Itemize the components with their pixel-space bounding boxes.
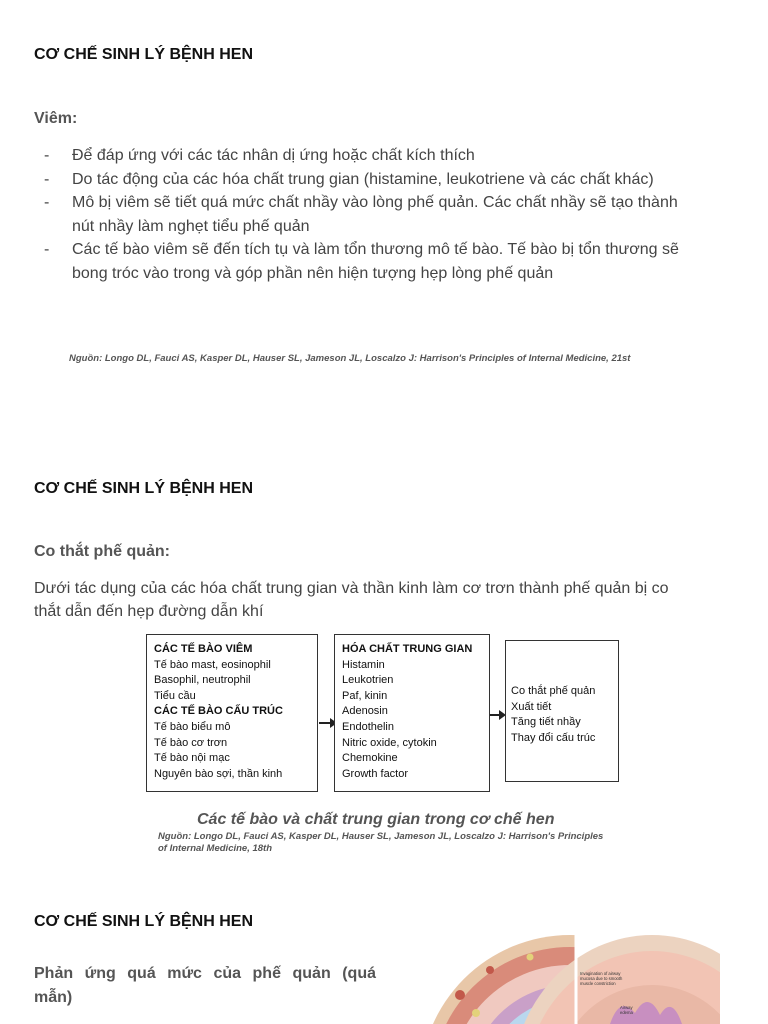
box2-line: Leukotrien — [342, 674, 394, 687]
section2-source-line1: Nguồn: Longo DL, Fauci AS, Kasper DL, Hauser SL, Jameson JL, Loscalzo J: Harrison's Principles — [158, 831, 604, 842]
box2-line: Chemokine — [342, 752, 398, 765]
box3-line: Co thắt phế quản — [511, 685, 596, 697]
section1-bullet-list — [34, 144, 734, 285]
section1-source: Nguồn: Longo DL, Fauci AS, Kasper DL, Hauser SL, Jameson JL, Loscalzo J: Harrison's Principles of Internal Medicine, 21st — [69, 353, 631, 364]
section1-title: CƠ CHẾ SINH LÝ BỆNH HEN — [34, 46, 253, 63]
box2-line: Nitric oxide, cytokin — [342, 736, 437, 749]
section3-subhead-line1: Phản ứng quá mức của phế quản (quá — [34, 965, 376, 982]
bronchus-cross-section-image — [420, 935, 720, 1024]
bullet-line: bong tróc vào trong và góp phần nên hiện tượng hẹp lòng phế quản — [72, 264, 554, 282]
section3-subhead-line2: mẫn) — [34, 989, 73, 1006]
section3-title: CƠ CHẾ SINH LÝ BỆNH HEN — [34, 913, 253, 930]
bullet-dash: - — [44, 194, 50, 211]
bullet-line: Các tế bào viêm sẽ đến tích tụ và làm tổn thương mô tế bào. Tế bào bị tổn thương sẽ — [72, 241, 679, 258]
section1-subhead: Viêm: — [34, 110, 78, 127]
figure-label-invagination: Invagination of airway mucosa due to smooth muscle constriction — [580, 971, 623, 986]
box3-line: Xuất tiết — [511, 700, 552, 713]
bullet-dash: - — [44, 147, 50, 164]
box3-line: Thay đổi cấu trúc — [511, 731, 596, 744]
bullet-dash: - — [44, 241, 50, 258]
section2-subhead: Co thắt phế quản: — [34, 543, 170, 560]
diagram-caption: Các tế bào và chất trung gian trong cơ chế hen — [197, 811, 555, 828]
section2-title: CƠ CHẾ SINH LÝ BỆNH HEN — [34, 480, 253, 497]
bullet-item — [34, 238, 734, 285]
effects-box — [505, 640, 619, 782]
box2-line: HÓA CHẤT TRUNG GIAN — [342, 643, 473, 655]
mediators-box — [334, 634, 490, 792]
inflammatory-cells-box — [146, 634, 318, 792]
bullet-line: nút nhầy làm nghẹt tiểu phế quản — [72, 217, 310, 235]
box1-line: CÁC TẾ BÀO VIÊM — [154, 643, 253, 655]
bullet-item — [34, 144, 734, 168]
bullet-item — [34, 168, 734, 192]
section2-paragraph-line1: Dưới tác dụng của các hóa chất trung gian và thần kinh làm cơ trơn thành phế quản bị co — [34, 580, 669, 597]
box2-line: Paf, kinin — [342, 689, 388, 702]
arrow-icon — [490, 714, 504, 716]
box2-line: Adenosin — [342, 705, 388, 718]
box1-line: Nguyên bào sợi, thần kinh — [154, 767, 283, 780]
bullet-line: Do tác động của các hóa chất trung gian (histamine, leukotriene và các chất khác) — [72, 170, 654, 188]
figure-label-edema: Airway edema — [620, 1005, 633, 1015]
box1-line: CÁC TẾ BÀO CẤU TRÚC — [154, 705, 283, 718]
box3-line: Tăng tiết nhầy — [511, 716, 581, 729]
bullet-line: Để đáp ứng với các tác nhân dị ứng hoặc chất kích thích — [72, 147, 475, 164]
box1-line: Tiểu cầu — [154, 689, 196, 702]
box2-line: Endothelin — [342, 720, 394, 733]
box2-line: Growth factor — [342, 767, 409, 780]
box1-line: Tế bào mast, eosinophil — [154, 658, 271, 671]
bullet-dash: - — [44, 170, 50, 188]
box2-line: Histamin — [342, 658, 385, 671]
box1-line: Tế bào biểu mô — [154, 720, 231, 733]
arrow-icon — [319, 722, 335, 724]
box1-line: Tế bào nội mạc — [154, 752, 230, 765]
box1-line: Tế bào cơ trơn — [154, 736, 228, 749]
section2-paragraph-line2: thắt dẫn đến hẹp đường dẫn khí — [34, 603, 264, 620]
bullet-line: Mô bị viêm sẽ tiết quá mức chất nhầy vào lòng phế quản. Các chất nhầy sẽ tạo thành — [72, 194, 678, 211]
box1-line: Basophil, neutrophil — [154, 674, 251, 687]
mediator-diagram — [140, 628, 620, 800]
section2-source-line2: of Internal Medicine, 18th — [158, 843, 273, 854]
bullet-item — [34, 191, 734, 238]
